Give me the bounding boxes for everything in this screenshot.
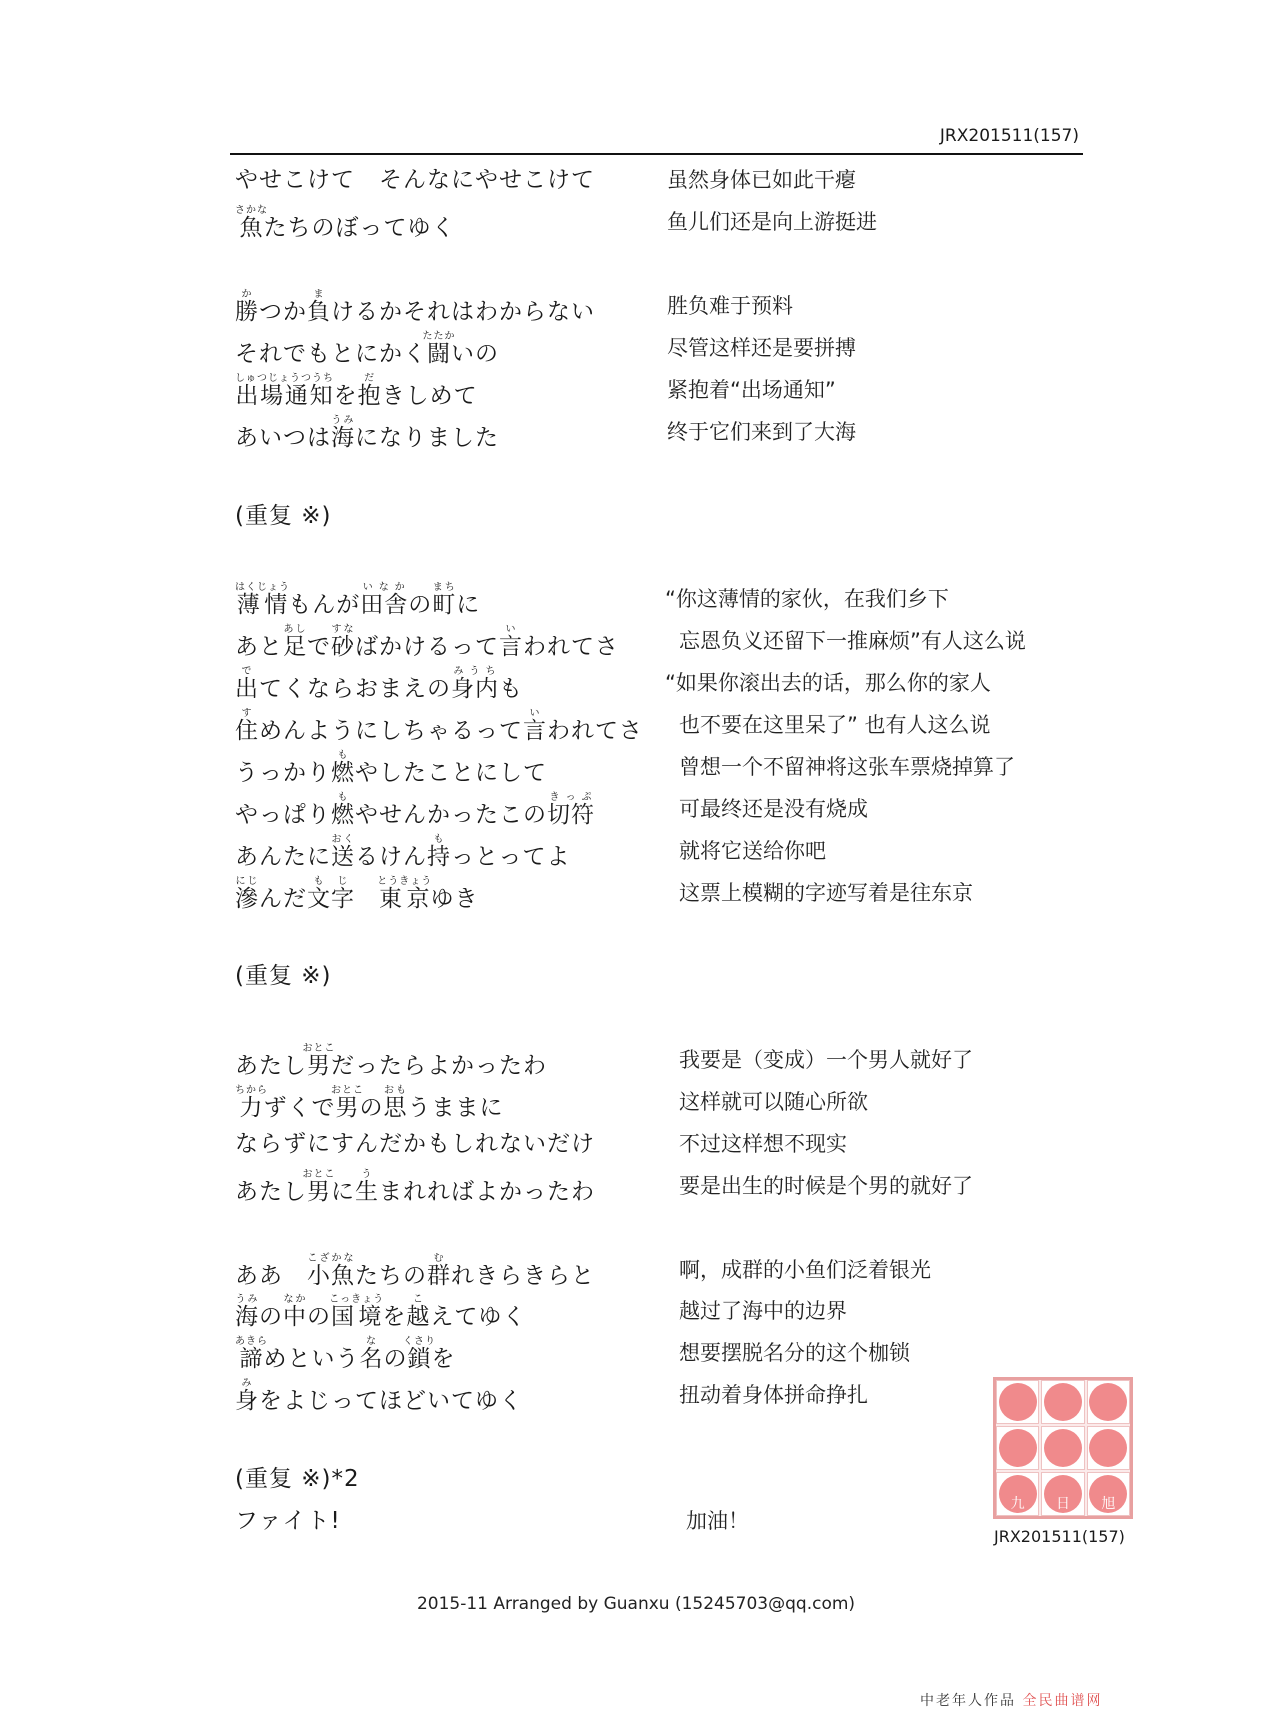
blank-row (235, 244, 1135, 286)
kana-text: で (307, 634, 331, 661)
furigana: も (331, 749, 355, 761)
chinese-translation: 曾想一个不留神将这张车票烧掉算了 (679, 754, 1015, 779)
lyric-row (235, 495, 1135, 537)
kanji: 国境 (329, 1304, 385, 1331)
kana-text: めという (263, 1346, 360, 1373)
kana-text: うままに (407, 1095, 504, 1122)
kana-text: それでもとにかく (235, 341, 427, 367)
japanese-line (235, 502, 667, 529)
ruby-word (235, 205, 268, 242)
kana-text: いの (451, 341, 499, 367)
furigana: で (235, 666, 259, 678)
furigana: こ (406, 1294, 431, 1306)
furigana: あきら (235, 1336, 268, 1348)
kanji: 住 (235, 718, 259, 745)
ruby-word (406, 1294, 431, 1331)
lyric-row (235, 1333, 1135, 1375)
ruby-word (307, 1252, 355, 1289)
japanese-line (235, 834, 667, 869)
ruby-word (427, 833, 451, 870)
japanese-line (235, 1043, 667, 1078)
kana-text: やせこけて そんなにやせこけて (235, 167, 595, 194)
japanese-line (235, 1468, 667, 1491)
furigana: こざかな (307, 1252, 355, 1264)
kana-text: るけん (355, 843, 427, 870)
blank-row (235, 1207, 1135, 1249)
kana-text: れきらきらと (451, 1262, 595, 1289)
kana-text: っとってよ (451, 843, 571, 870)
kana-text: ファイト! (235, 1507, 341, 1534)
kana-text (355, 886, 379, 912)
kanji: 足 (283, 634, 307, 661)
ruby-word (331, 833, 355, 870)
furigana: だ (357, 372, 382, 384)
furigana: しゅつじょうつうち (235, 372, 334, 384)
kanji: 身 (235, 1388, 259, 1415)
lyric-row (235, 663, 1135, 705)
lyric-row (235, 202, 1135, 244)
kanji: 田舎 (360, 592, 409, 619)
ruby-word (235, 708, 259, 745)
chinese-translation: 这票上模糊的字迹写着是往东京 (679, 880, 973, 905)
kana-text: の (383, 1346, 408, 1373)
kana-text: まれればよかったわ (379, 1178, 595, 1205)
furigana: うみ (331, 414, 355, 426)
kana-text: を (382, 1304, 407, 1331)
ruby-word (547, 791, 595, 828)
ruby-word (331, 791, 355, 828)
japanese-line (235, 876, 667, 911)
kanji: 力 (235, 1095, 268, 1122)
japanese-line (235, 666, 667, 701)
ruby-word (359, 1336, 384, 1373)
chinese-translation: “你这薄情的家伙，在我们乡下 (665, 587, 949, 612)
japanese-line (235, 205, 667, 240)
furigana: な (359, 1336, 384, 1348)
ruby-word (235, 875, 259, 912)
furigana: う (355, 1168, 379, 1180)
furigana: ま (307, 289, 331, 301)
lyric-row (235, 160, 1135, 202)
furigana: はくじょう (235, 582, 290, 594)
ruby-word (451, 666, 499, 703)
furigana: くさり (403, 1336, 436, 1348)
lyric-row (235, 1040, 1135, 1082)
kanji: 群 (427, 1262, 451, 1289)
furigana: おとこ (302, 1043, 336, 1055)
stamp-char: 九 (999, 1475, 1037, 1513)
japanese-line (235, 624, 667, 659)
japanese-line (235, 289, 667, 324)
kana-text: ああ (235, 1262, 307, 1289)
japanese-line (235, 331, 667, 366)
ruby-word (523, 708, 547, 745)
japanese-line (235, 750, 667, 785)
lyric-row (235, 1123, 1135, 1165)
kana-text: (重复 ※) (235, 963, 332, 990)
ruby-word (377, 875, 433, 912)
stamp-cell (1041, 1380, 1084, 1424)
kanji: 身内 (451, 676, 499, 703)
blank-row (235, 998, 1135, 1040)
furigana: む (427, 1252, 451, 1264)
kanji: 中 (283, 1304, 307, 1331)
watermark-accent: 全民曲谱网 (1022, 1693, 1103, 1709)
kanji: 出場通知 (235, 382, 334, 409)
kana-text: たちの (355, 1262, 427, 1289)
lyric-row (235, 705, 1135, 747)
ruby-word (331, 749, 355, 786)
kana-text: (重复 ※)*2 (235, 1466, 360, 1493)
kanji: 薄情 (235, 592, 290, 619)
kanji: 燃 (331, 801, 355, 828)
japanese-line (235, 169, 667, 192)
lyric-row (235, 411, 1135, 453)
furigana: にじ (235, 875, 259, 887)
furigana: おとこ (331, 1085, 364, 1097)
furigana: おも (383, 1085, 408, 1097)
kana-text: ずくで (263, 1095, 336, 1122)
furigana: もじ (307, 875, 355, 887)
kanji: 燃 (331, 759, 355, 786)
chinese-translation: 这样就可以随心所欲 (679, 1090, 868, 1115)
stamp-dot (1089, 1429, 1127, 1467)
japanese-line (235, 1130, 667, 1157)
kana-text: の (359, 1095, 384, 1122)
chinese-translation: 可最终还是没有烧成 (679, 796, 868, 821)
chinese-translation: 要是出生的时候是个男的就好了 (679, 1173, 973, 1198)
kana-text: んだ (259, 885, 307, 912)
stamp-dot (1044, 1383, 1082, 1421)
furigana: おく (331, 833, 355, 845)
stamp-cell (1041, 1426, 1084, 1470)
japanese-line (235, 708, 667, 743)
chinese-translation: 啊，成群的小鱼们泛着银光 (679, 1257, 931, 1282)
japanese-line (235, 1085, 667, 1120)
ruby-word (403, 1336, 436, 1373)
kana-text: けるかそれはわからない (331, 299, 595, 326)
furigana: すな (331, 624, 355, 636)
kana-text: ならずにすんだかもしれないだけ (235, 1130, 595, 1157)
kanji: 切符 (547, 801, 595, 828)
ruby-word (331, 414, 355, 451)
ruby-word (235, 582, 290, 619)
stamp-dot (1044, 1429, 1082, 1467)
watermark-text: 中老年人作品 (920, 1693, 1016, 1709)
lyric-row (235, 788, 1135, 830)
lyrics-table (235, 160, 1135, 1542)
kanji: 勝 (235, 299, 259, 326)
blank-row (235, 914, 1135, 956)
stamp-cell (996, 1380, 1039, 1424)
furigana: おとこ (302, 1168, 336, 1180)
ruby-word (360, 582, 409, 619)
chinese-translation: 紧抱着“出场通知” (667, 377, 836, 402)
furigana: きっぷ (547, 791, 595, 803)
kana-text: われてさ (523, 634, 619, 661)
stamp-dot (1089, 1383, 1127, 1421)
kana-text: あたし (235, 1053, 307, 1080)
japanese-line (235, 1253, 667, 1288)
japanese-line (235, 415, 667, 450)
lyric-row (235, 1291, 1135, 1333)
japanese-line (235, 1294, 667, 1329)
lyric-row (235, 328, 1135, 370)
kana-text: われてさ (547, 718, 643, 745)
furigana: い (499, 624, 523, 636)
kana-text: だったらよかったわ (331, 1053, 547, 1080)
kanji: 鎖 (403, 1346, 436, 1373)
kanji: 男 (331, 1095, 364, 1122)
kanji: 魚 (235, 215, 268, 242)
furigana: す (235, 708, 259, 720)
stamp-code: JRX201511(157) (994, 1527, 1125, 1546)
ruby-word (307, 875, 355, 912)
ruby-word (235, 289, 259, 326)
blank-row (235, 453, 1135, 495)
kanji: 海 (235, 1304, 259, 1331)
kanji: 言 (499, 634, 523, 661)
kana-text: えてゆく (430, 1304, 527, 1331)
stamp-cell (1041, 1472, 1084, 1516)
kanji: 越 (406, 1304, 431, 1331)
ruby-word (422, 331, 456, 367)
kanji: 思 (383, 1095, 408, 1122)
kana-text: ばかけるって (355, 634, 499, 661)
document-code: JRX201511(157) (939, 126, 1079, 146)
kana-text: てくならおまえの (259, 676, 451, 703)
kana-text: の (408, 592, 433, 619)
chinese-translation: 忘恩负义还留下一推麻烦”有人这么说 (679, 629, 1026, 654)
kanji: 男 (302, 1178, 336, 1205)
kana-text: やしたことにして (355, 759, 547, 786)
kanji: 文字 (307, 885, 355, 912)
kana-text: うっかり (235, 759, 331, 786)
stamp-cell (1087, 1380, 1130, 1424)
kanji: 送 (331, 843, 355, 870)
kana-text: あと (235, 634, 283, 661)
japanese-line (235, 792, 667, 827)
lyric-row (235, 746, 1135, 788)
lyric-row (235, 1082, 1135, 1124)
kanji: 滲 (235, 885, 259, 912)
furigana: ちから (235, 1085, 268, 1097)
kana-text: あたし (235, 1178, 307, 1205)
stamp-cell (1087, 1472, 1130, 1516)
japanese-line (235, 1169, 667, 1204)
ruby-word (355, 1168, 379, 1205)
kanji: 名 (359, 1346, 384, 1373)
ruby-word (283, 1294, 307, 1331)
stamp-cell (996, 1426, 1039, 1470)
lyric-row (235, 1165, 1135, 1207)
japanese-line (235, 965, 667, 988)
kana-text: あんたに (235, 843, 331, 870)
furigana: み (235, 1378, 259, 1390)
furigana: も (331, 791, 355, 803)
chinese-translation: 尽管这样还是要拼搏 (667, 336, 856, 360)
chinese-translation: 我要是（变成）一个男人就好了 (679, 1048, 973, 1073)
japanese-line (235, 1378, 667, 1413)
kana-text: ゆき (430, 885, 479, 912)
chinese-translation: 终于它们来到了大海 (667, 419, 856, 444)
lyric-row (235, 579, 1135, 621)
lyric-row (235, 830, 1135, 872)
ruby-word (432, 582, 457, 619)
stamp-dot (999, 1383, 1037, 1421)
stamp-cell (1087, 1426, 1130, 1470)
kanji: 砂 (331, 634, 355, 661)
footer-credit: 2015-11 Arranged by Guanxu (15245703@qq.com) (416, 1594, 856, 1614)
header-divider (230, 153, 1083, 155)
kana-text: たちのぼってゆく (263, 215, 456, 242)
furigana: さかな (235, 205, 268, 217)
lyric-row (235, 369, 1135, 411)
furigana: とうきょう (377, 875, 433, 887)
ruby-word (427, 1252, 451, 1289)
kanji: 生 (355, 1178, 379, 1205)
ruby-word (331, 1085, 364, 1122)
lyric-row (235, 1249, 1135, 1291)
ruby-word (302, 1168, 336, 1205)
lyric-row (235, 956, 1135, 998)
kana-text: になりました (355, 424, 499, 451)
kana-text: あいつは (235, 424, 331, 451)
stamp-char: 旭 (1089, 1475, 1127, 1513)
kanji: 海 (331, 424, 355, 451)
kana-text: を (333, 382, 358, 409)
furigana: みうち (451, 666, 499, 678)
stamp-dot (999, 1429, 1037, 1467)
lyric-row (235, 872, 1135, 914)
kana-text: を (431, 1346, 456, 1373)
ruby-word (235, 1085, 268, 1122)
ruby-word (235, 666, 259, 703)
kana-text: もんが (288, 592, 361, 619)
ruby-word (283, 624, 307, 661)
ruby-word (235, 1336, 268, 1373)
chinese-translation: 扭动着身体拼命挣扎 (679, 1383, 868, 1408)
furigana: も (427, 833, 451, 845)
kana-text: をよじってほどいてゆく (259, 1388, 523, 1415)
kana-text: (重复 ※) (235, 502, 332, 529)
kana-text: に (331, 1178, 355, 1205)
kana-text: も (499, 676, 523, 703)
furigana: まち (432, 582, 457, 594)
ruby-word (307, 289, 331, 326)
ruby-word (329, 1294, 385, 1331)
furigana: あし (283, 624, 307, 636)
furigana: い (523, 708, 547, 720)
ruby-word (331, 624, 355, 661)
stamp-char: 日 (1044, 1475, 1082, 1513)
chinese-translation: 加油！ (686, 1508, 749, 1533)
kanji: 小魚 (307, 1262, 355, 1289)
chinese-translation: 越过了海中的边界 (679, 1299, 847, 1324)
ruby-word (235, 1378, 259, 1415)
blank-row (235, 537, 1135, 579)
ruby-word (235, 372, 334, 409)
seal-stamp (993, 1377, 1133, 1519)
kana-text: の (259, 1304, 283, 1331)
kana-text: に (456, 592, 481, 619)
chinese-translation: 虽然身体已如此干瘪 (667, 168, 856, 193)
kana-text: つか (259, 299, 307, 326)
chinese-translation: 胜负难于预料 (667, 294, 793, 319)
ruby-word (357, 372, 382, 409)
chinese-translation: 就将它送给你吧 (679, 838, 826, 863)
ruby-word (235, 1294, 259, 1331)
furigana: か (235, 289, 259, 301)
ruby-word (302, 1043, 336, 1080)
kanji: 町 (432, 592, 457, 619)
kanji: 抱 (357, 382, 382, 409)
kanji: 東京 (377, 885, 433, 912)
kana-text: やっぱり (235, 801, 331, 828)
furigana: うみ (235, 1294, 259, 1306)
kanji: 持 (427, 843, 451, 870)
japanese-line (235, 373, 667, 408)
ruby-word (499, 624, 523, 661)
chinese-translation: 也不要在这里呆了” 也有人这么说 (679, 713, 991, 738)
japanese-line (235, 582, 667, 617)
ruby-word (383, 1085, 408, 1122)
kana-text: めんようにしちゃるって (259, 718, 523, 745)
kana-text: きしめて (381, 382, 478, 409)
kanji: 諦 (235, 1346, 268, 1373)
kanji: 負 (307, 299, 331, 326)
kana-text: やせんかったこの (355, 801, 547, 828)
kanji: 男 (302, 1053, 336, 1080)
kana-text: の (307, 1304, 331, 1331)
stamp-cell (996, 1472, 1039, 1516)
lyric-row (235, 286, 1135, 328)
chinese-translation: “如果你滚出去的话，那么你的家人 (665, 671, 991, 696)
kanji: 闘 (422, 341, 456, 367)
furigana: いなか (360, 582, 409, 594)
lyric-row (235, 621, 1135, 663)
furigana: なか (283, 1294, 307, 1306)
chinese-translation: 想要摆脱名分的这个枷锁 (679, 1341, 910, 1366)
furigana: たたか (422, 331, 456, 342)
watermark (920, 1690, 1102, 1710)
chinese-translation: 不过这样想不现实 (679, 1131, 847, 1156)
japanese-line (235, 1507, 667, 1534)
japanese-line (235, 1336, 667, 1371)
furigana: こっきょう (329, 1294, 385, 1306)
kanji: 出 (235, 676, 259, 703)
kanji: 言 (523, 718, 547, 745)
chinese-translation: 鱼儿们还是向上游挺进 (667, 210, 877, 235)
